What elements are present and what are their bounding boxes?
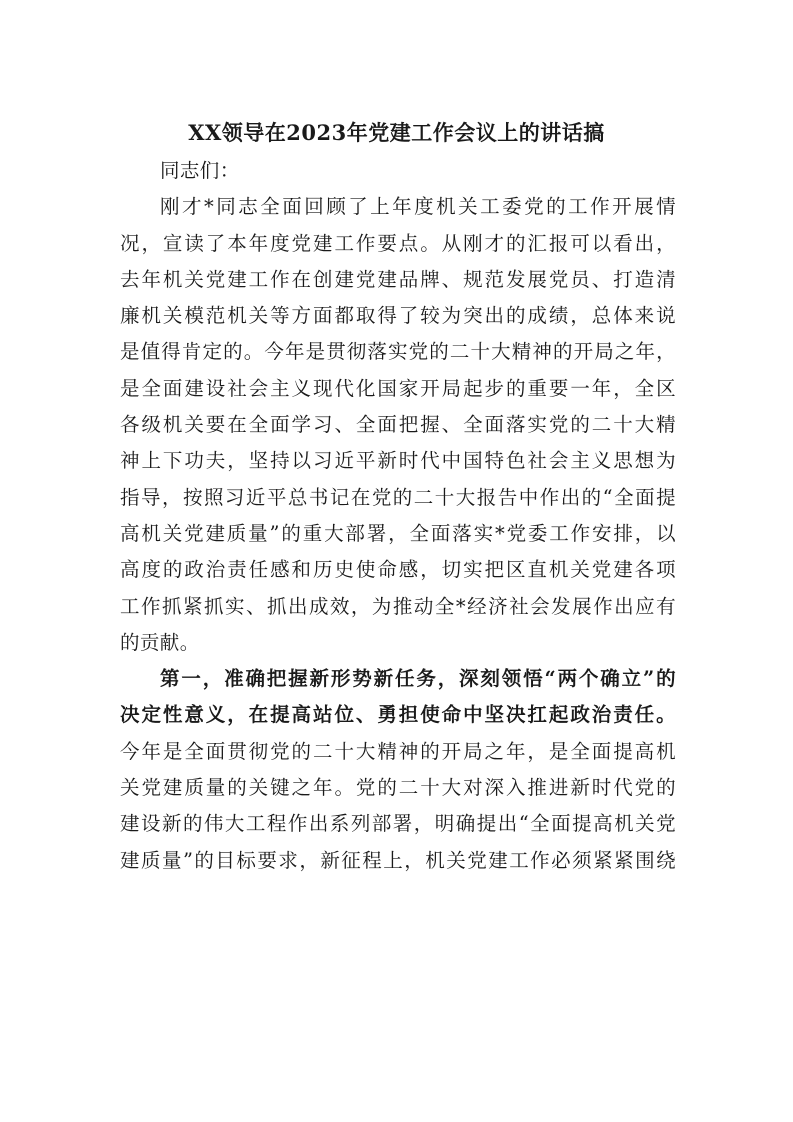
paragraph-line: 关党建质量的关键之年。党的二十大对深入推进新时代党的 [120,776,676,800]
paragraph-line: 是值得肯定的。今年是贯彻落实党的二十大精神的开局之年， [120,340,676,364]
paragraph-line: 是全面建设社会主义现代化国家开局起步的重要一年，全区 [120,376,676,400]
paragraph-line: 神上下功夫，坚持以习近平新时代中国特色社会主义思想为 [120,449,676,473]
paragraph-line: 刚才*同志全面回顾了上年度机关工委党的工作开展情 [160,195,676,219]
section-heading-line: 第一，准确把握新形势新任务，深刻领悟“两个确立”的 [160,667,676,691]
paragraph-line: 建质量”的目标要求，新征程上，机关党建工作必须紧紧围绕 [120,848,676,872]
paragraph-line: 建设新的伟大工程作出系列部署，明确提出“全面提高机关党 [120,812,676,836]
paragraph-line: 工作抓紧抓实、抓出成效，为推动全*经济社会发展作出应有 [120,594,676,618]
paragraph-line: 指导，按照习近平总书记在党的二十大报告中作出的“全面提 [120,485,676,509]
paragraph-line: 的贡献。 [120,630,200,654]
document-title: XX领导在2023年党建工作会议上的讲话搞 [188,120,605,145]
document-body [120,153,676,879]
paragraph-line: 今年是全面贯彻党的二十大精神的开局之年，是全面提高机 [120,739,676,763]
paragraph-line: 去年机关党建工作在创建党建品牌、规范发展党员、打造清 [120,267,676,291]
paragraph-line: 高机关党建质量”的重大部署，全面落实*党委工作安排，以 [120,521,676,545]
paragraph-line: 各级机关要在全面学习、全面把握、全面落实党的二十大精 [120,413,676,437]
paragraph-line: 况，宣读了本年度党建工作要点。从刚才的汇报可以看出， [120,231,676,255]
paragraph-line: 廉机关模范机关等方面都取得了较为突出的成绩，总体来说 [120,304,676,328]
section-heading-line: 决定性意义，在提高站位、勇担使命中坚决扛起政治责任。 [120,703,676,727]
salutation: 同志们： [160,159,240,182]
paragraph-line: 高度的政治责任感和历史使命感，切实把区直机关党建各项 [120,558,676,582]
